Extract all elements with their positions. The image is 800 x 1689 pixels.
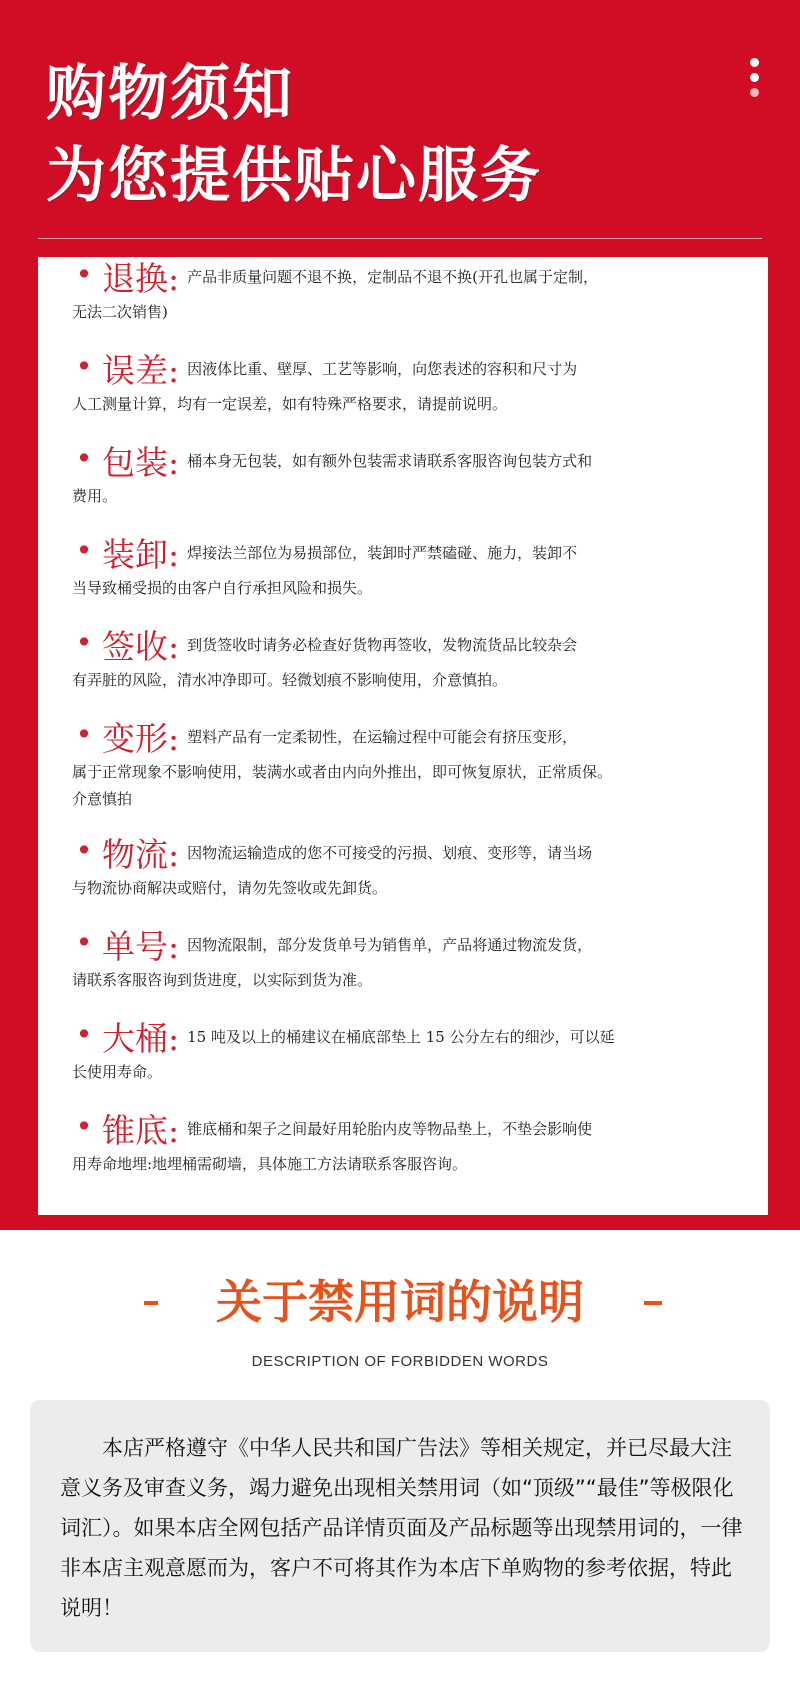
more-dot (750, 88, 759, 97)
notice-item-tracking-number (72, 927, 728, 995)
notice-text: 当导致桶受损的由客户自行承担风险和损失。 (72, 578, 373, 597)
notice-text: 因物流限制，部分发货单号为销售单，产品将通过物流发货， (187, 936, 593, 954)
notice-text: 因物流运输造成的您不可接受的污损、划痕、变形等，请当场 (187, 844, 593, 862)
bullet-icon: • (75, 257, 93, 291)
more-vertical-icon[interactable] (744, 58, 764, 104)
notice-text: 请联系客服咨询到货进度，以实际到货为准。 (72, 970, 373, 989)
notice-item-logistics (72, 835, 728, 903)
notice-item-signing (72, 627, 728, 695)
notice-heading: 大桶: (102, 1018, 180, 1058)
more-dot (750, 73, 759, 82)
bullet-icon: • (75, 533, 93, 567)
notice-item-large-barrel (72, 1019, 728, 1087)
page-subtitle: 为您提供贴心服务 (46, 141, 542, 211)
bullet-icon: • (75, 717, 93, 751)
notice-heading: 物流: (102, 834, 180, 874)
notice-text: 焊接法兰部位为易损部位，装卸时严禁磕碰、施力，装卸不 (187, 544, 578, 562)
notice-text: 因液体比重、壁厚、工艺等影响，向您表述的容积和尺寸为 (187, 360, 578, 378)
notice-item-deformation (72, 719, 728, 811)
title-divider (38, 238, 762, 239)
notice-item-packaging (72, 443, 728, 511)
bullet-icon: • (75, 441, 93, 475)
bullet-icon: • (75, 349, 93, 383)
notice-text: 到货签收时请务必检查好货物再签收，发物流货品比较杂会 (187, 636, 578, 654)
page-title: 购物须知 (46, 59, 294, 129)
notice-text: 15 吨及以上的桶建议在桶底部垫上 15 公分左右的细沙，可以延 (187, 1028, 615, 1046)
notice-heading: 单号: (102, 926, 180, 966)
notice-text: 桶本身无包装，如有额外包装需求请联系客服咨询包装方式和 (187, 452, 593, 470)
notice-heading: 锥底: (102, 1110, 180, 1150)
bullet-icon: • (75, 1017, 93, 1051)
notice-text: 产品非质量问题不退不换，定制品不退不换(开孔也属于定制， (187, 268, 598, 286)
notice-text: 与物流协商解决或赔付，请勿先签收或先卸货。 (72, 878, 388, 897)
title-dash-right (644, 1301, 662, 1305)
notice-heading: 变形: (102, 718, 180, 758)
notice-item-cone-bottom (72, 1111, 728, 1179)
notice-text: 属于正常现象不影响使用，装满水或者由内向外推出，即可恢复原状，正常质保。 (72, 762, 613, 781)
more-dot (750, 58, 759, 67)
forbidden-words-box (30, 1400, 770, 1652)
notice-text: 用寿命地埋:地埋桶需砌墙，具体施工方法请联系客服咨询。 (72, 1154, 468, 1173)
notice-text: 塑料产品有一定柔韧性，在运输过程中可能会有挤压变形， (187, 728, 578, 746)
bullet-icon: • (75, 1109, 93, 1143)
notice-text: 费用。 (72, 486, 118, 505)
notice-heading: 装卸: (102, 534, 180, 574)
forbidden-words-subtitle: DESCRIPTION OF FORBIDDEN WORDS (251, 1353, 549, 1370)
bullet-icon: • (75, 833, 93, 867)
bullet-icon: • (75, 625, 93, 659)
bullet-icon: • (75, 925, 93, 959)
notice-item-unloading (72, 535, 728, 603)
notice-text: 长使用寿命。 (72, 1062, 163, 1081)
forbidden-words-title: 关于禁用词的说明 (216, 1275, 584, 1329)
notice-item-error (72, 351, 728, 419)
notice-heading: 签收: (102, 626, 180, 666)
notice-card (38, 257, 768, 1215)
notice-text: 有弄脏的风险，清水冲净即可。轻微划痕不影响使用，介意慎拍。 (72, 670, 508, 689)
notice-text: 介意慎拍 (72, 789, 133, 808)
notice-heading: 包装: (102, 442, 180, 482)
notice-heading: 误差: (102, 350, 180, 390)
notice-text: 锥底桶和架子之间最好用轮胎内皮等物品垫上，不垫会影响使 (187, 1120, 593, 1138)
notice-text: 人工测量计算，均有一定误差，如有特殊严格要求，请提前说明。 (72, 394, 508, 413)
notice-heading: 退换: (102, 258, 180, 298)
notice-text: 无法二次销售) (72, 302, 168, 321)
forbidden-words-text: 本店严格遵守《中华人民共和国广告法》等相关规定，并已尽最大注意义务及审查义务，竭力避免出现相关禁用词（如“顶级”“最佳”等极限化词汇）。如果本店全网包括产品详情页面及产品标题等出现禁用词的，一律非本店主观意愿而为，客户不可将其作为本店下单购物的参考依据，特此说明！ (60, 1436, 743, 1620)
notice-item-return (72, 259, 728, 327)
